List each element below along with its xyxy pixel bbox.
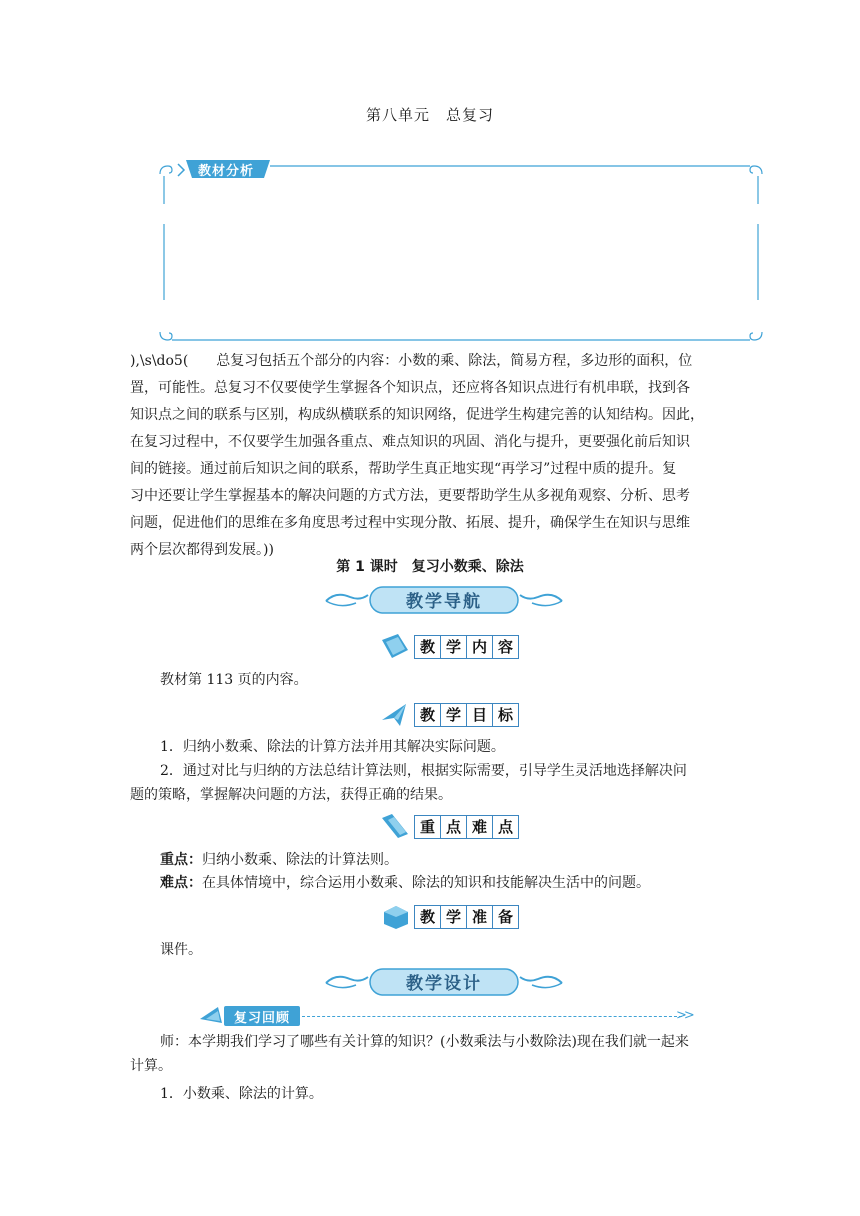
analysis-frame (158, 160, 764, 346)
paragraph-line: 在复习过程中，不仅要学生加强各重点、难点知识的巩固、消化与提升，更要强化前后知识 (130, 434, 690, 450)
banner-teaching-nav (322, 583, 566, 617)
key-point-line (160, 848, 398, 872)
double-arrow-icon: >> (676, 1008, 692, 1023)
section-char: 准 (466, 905, 493, 929)
section-char: 目 (466, 703, 493, 727)
section-char: 教 (414, 905, 441, 929)
paragraph-line: 置，可能性。总复习不仅要使学生掌握各个知识点，还应将各知识点进行有机串联，找到各 (130, 380, 690, 396)
key-point-text: 归纳小数乘、除法的计算法则。 (202, 852, 398, 868)
section-char: 教 (414, 703, 441, 727)
goal-item: 1．归纳小数乘、除法的计算方法并用其解决实际问题。 (160, 739, 505, 755)
paragraph-line: ),\s\do5( 总复习包括五个部分的内容：小数的乘、除法，简易方程，多边形的面积，位 (130, 353, 693, 369)
section-char: 重 (414, 815, 441, 839)
section-char: 备 (492, 905, 519, 929)
lesson-title: 第 1 课时 复习小数乘、除法 (336, 559, 524, 575)
section-char: 教 (414, 635, 441, 659)
review-line: 计算。 (130, 1058, 172, 1074)
section-char: 学 (440, 905, 467, 929)
section-char: 难 (466, 815, 493, 839)
difficult-point-label: 难点： (160, 875, 202, 891)
section-char: 容 (492, 635, 519, 659)
goal-item: 2．通过对比与归纳的方法总结计算法则，根据实际需要，引导学生灵活地选择解决问 (160, 763, 687, 779)
section-char: 标 (492, 703, 519, 727)
section-key-points (380, 812, 520, 840)
content-text: 教材第 113 页的内容。 (160, 672, 308, 688)
paragraph-line: 问题，促进他们的思维在多角度思考过程中实现分散、拓展、提升，确保学生在知识与思维 (130, 515, 690, 531)
section-char: 点 (440, 815, 467, 839)
section-char: 学 (440, 703, 467, 727)
section-char: 点 (492, 815, 519, 839)
section-char: 内 (466, 635, 493, 659)
section-teaching-prep (380, 902, 520, 930)
paragraph-line: 间的链接。通过前后知识之间的联系，帮助学生真正地实现“再学习”过程中质的提升。复 (130, 461, 677, 477)
review-text (130, 1030, 738, 1106)
goal-item: 题的策略，掌握解决问题的方法，获得正确的结果。 (130, 787, 452, 803)
banner-teaching-design-label: 教学设计 (406, 974, 482, 994)
difficult-point-text: 在具体情境中，综合运用小数乘、除法的知识和技能解决生活中的问题。 (202, 875, 650, 891)
folder-icon (380, 812, 412, 840)
section-char: 学 (440, 635, 467, 659)
cube-icon (380, 902, 412, 930)
banner-teaching-nav-label: 教学导航 (406, 592, 482, 612)
frame-border-icon (158, 160, 764, 346)
difficult-point-line (160, 871, 650, 895)
page-title: 第八单元 总复习 (365, 106, 494, 124)
goals-list (130, 735, 738, 807)
paragraph-line: 知识点之间的联系与区别，构成纵横联系的知识网络，促进学生构建完善的认知结构。因此， (130, 407, 704, 423)
analysis-paragraph (130, 348, 735, 564)
prep-text: 课件。 (160, 942, 202, 958)
analysis-tag-label: 教材分析 (198, 164, 255, 179)
review-line: 1．小数乘、除法的计算。 (160, 1086, 323, 1102)
review-tag-label: 复习回顾 (233, 1011, 290, 1026)
paragraph-line: 两个层次都得到发展。)) (130, 542, 274, 558)
review-line: 师：本学期我们学习了哪些有关计算的知识？(小数乘法与小数除法)现在我们就一起来 (160, 1034, 689, 1050)
section-teaching-content (380, 632, 520, 660)
review-tag (224, 1006, 300, 1026)
review-header (198, 1005, 698, 1029)
plane-icon (380, 700, 412, 728)
banner-teaching-design (322, 965, 566, 999)
paragraph-line: 习中还要让学生掌握基本的解决问题的方式方法，更要帮助学生从多视角观察、分析、思考 (130, 488, 690, 504)
key-point-label: 重点： (160, 852, 202, 868)
section-teaching-goals (380, 700, 520, 728)
dashed-divider (302, 1016, 682, 1017)
wing-icon (198, 1005, 224, 1029)
book-icon (380, 632, 412, 660)
